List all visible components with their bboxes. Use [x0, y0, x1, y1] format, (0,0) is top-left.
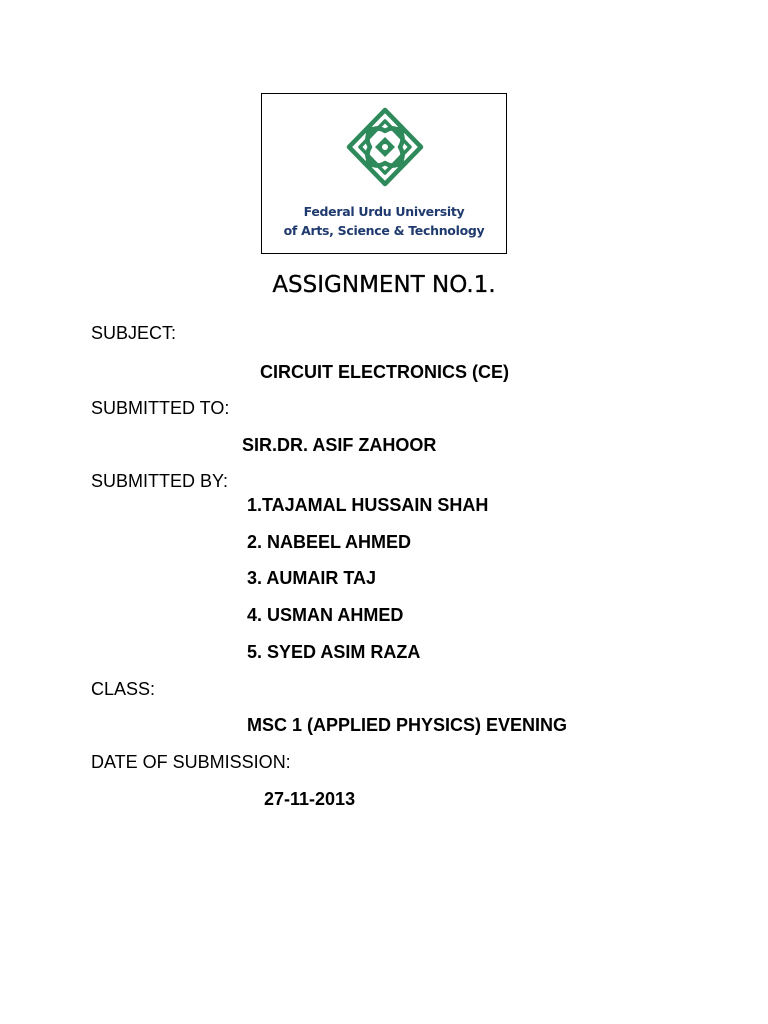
- member-item: 1.TAJAMAL HUSSAIN SHAH: [247, 495, 489, 515]
- date-of-submission-label: DATE OF SUBMISSION:: [91, 752, 291, 772]
- logo-university-name: Federal Urdu University: [303, 204, 465, 219]
- date-of-submission-value: 27-11-2013: [264, 789, 356, 809]
- university-emblem-icon: [346, 107, 424, 187]
- submitted-to-value: SIR.DR. ASIF ZAHOOR: [242, 435, 437, 455]
- university-logo: [261, 93, 507, 254]
- member-item: 3. AUMAIR TAJ: [247, 568, 377, 588]
- member-item: 2. NABEEL AHMED: [247, 532, 412, 552]
- subject-value: CIRCUIT ELECTRONICS (CE): [260, 362, 509, 382]
- submitted-by-label: SUBMITTED BY:: [91, 471, 229, 491]
- subject-label: SUBJECT:: [91, 323, 177, 343]
- submitted-to-label: SUBMITTED TO:: [91, 398, 230, 418]
- member-item: 4. USMAN AHMED: [247, 605, 404, 625]
- class-label: CLASS:: [91, 679, 156, 699]
- class-value: MSC 1 (APPLIED PHYSICS) EVENING: [247, 715, 568, 735]
- member-item: 5. SYED ASIM RAZA: [247, 642, 421, 662]
- assignment-title: ASSIGNMENT NO.1.: [272, 272, 496, 298]
- logo-university-subtitle: of Arts, Science & Technology: [283, 223, 485, 238]
